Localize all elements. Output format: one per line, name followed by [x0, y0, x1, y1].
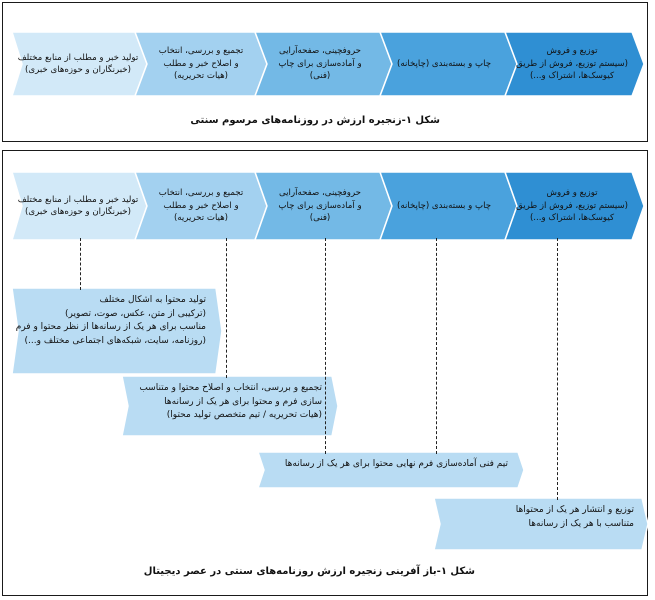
fig1-stage-production-line: تولید خبر و مطلب از منابع مختلف	[17, 52, 139, 63]
fig2-stage-editorial-line: تجمیع و بررسی، انتخاب	[158, 188, 244, 199]
digital-box-technical-line: تیم فنی آماده‌سازی فرم نهایی محتوا برای هر یک از رسانه‌ها	[284, 459, 508, 469]
fig1-stage-printing	[383, 33, 505, 95]
digital-box-editorial-line: سازی فرم و محتوا برای هر یک از رسانه‌ها	[164, 396, 322, 407]
fig2-stage-editorial	[140, 174, 262, 238]
fig2-stage-typesetting-line: و آماده‌سازی برای چاپ	[278, 200, 362, 211]
fig2-stage-distribution-line: توزیع و فروش	[546, 188, 598, 199]
fig2-stage-distribution	[508, 174, 636, 238]
fig1-stage-typesetting-line: (فنی)	[309, 71, 331, 82]
fig2-stage-production-line: (خبرنگاران و حوزه‌های خبری)	[25, 207, 131, 217]
fig1-stage-editorial	[140, 33, 262, 95]
fig1-stage-typesetting	[258, 33, 382, 95]
fig1-stage-typesetting-line: و آماده‌سازی برای چاپ	[278, 58, 362, 69]
connector-line-editorial	[226, 238, 227, 378]
fig2-stage-printing	[383, 174, 505, 238]
fig1-stage-editorial-line: و اصلاح خبر و مطلب	[163, 58, 239, 69]
fig1-stage-editorial-line: تجمیع و بررسی، انتخاب	[158, 46, 244, 57]
fig2-stage-production	[16, 174, 140, 238]
fig1-stage-production	[16, 33, 140, 95]
fig2-stage-editorial-line: و اصلاح خبر و مطلب	[163, 200, 239, 211]
fig2-stage-printing-line: چاپ و بسته‌بندی (چاپخانه)	[396, 200, 492, 211]
fig2-stage-typesetting	[258, 174, 382, 238]
digital-box-distribution-line: توزیع و انتشار هر یک از محتواها	[515, 505, 634, 515]
fig1-stage-distribution-line: کیوسک‌ها، اشتراک و...)	[529, 71, 615, 82]
fig1-stage-distribution	[508, 33, 636, 95]
fig2-stage-distribution-line: کیوسک‌ها، اشتراک و...)	[529, 213, 615, 224]
connector-line-distribution	[557, 238, 558, 500]
fig2-stage-typesetting-line: حروفچینی، صفحه‌آرایی	[279, 188, 361, 199]
digital-box-technical	[262, 454, 518, 488]
connector-line-production	[80, 238, 81, 290]
fig2-stage-typesetting-line: (فنی)	[309, 213, 331, 224]
digital-box-editorial-line: تجمیع و بررسی، انتخاب و اصلاح محتوا و متناسب	[139, 383, 322, 393]
figure-1-caption: شکل ۱-زنجیره ارزش در روزنامه‌های مرسوم سنتی	[190, 115, 440, 126]
digital-box-content-production	[16, 290, 216, 374]
fig1-stage-printing-line: چاپ و بسته‌بندی (چاپخانه)	[396, 58, 492, 69]
digital-box-content-production-line: (روزنامه، سایت، شبکه‌های اجتماعی مختلف و...)	[24, 335, 206, 346]
fig2-stage-production-line: تولید خبر و مطلب از منابع مختلف	[17, 194, 139, 205]
fig1-stage-distribution-line: توزیع و فروش	[546, 46, 598, 57]
connector-line-printing	[436, 238, 437, 454]
digital-box-content-production-line: تولید محتوا به اشکال مختلف	[99, 295, 206, 305]
digital-box-content-production-line: مناسب برای هر یک از رسانه‌ها از نظر محتوا و فرم	[15, 322, 206, 332]
digital-box-editorial-line: (هیات تحریریه / تیم متخصص تولید محتوا)	[166, 410, 322, 420]
fig2-stage-editorial-line: (هیات تحریریه)	[173, 213, 229, 224]
fig1-stage-production-line: (خبرنگاران و حوزه‌های خبری)	[25, 65, 131, 75]
digital-box-distribution	[438, 500, 644, 548]
digital-box-distribution-line: متناسب با هر یک از رسانه‌ها	[528, 518, 634, 529]
digital-box-editorial	[126, 378, 332, 436]
fig2-stage-distribution-line: (سیستم توزیع، فروش از طریق	[516, 200, 628, 211]
fig1-stage-editorial-line: (هیات تحریریه)	[173, 71, 229, 82]
fig1-stage-typesetting-line: حروفچینی، صفحه‌آرایی	[279, 46, 361, 57]
fig1-stage-distribution-line: (سیستم توزیع، فروش از طریق	[516, 58, 628, 69]
figure-2-caption: شکل ۱-باز آفرینی زنجیره ارزش روزنامه‌های سنتی در عصر دیجیتال	[143, 566, 475, 577]
digital-box-content-production-line: (ترکیبی از متن، عکس، صوت، تصویر)	[65, 308, 206, 319]
